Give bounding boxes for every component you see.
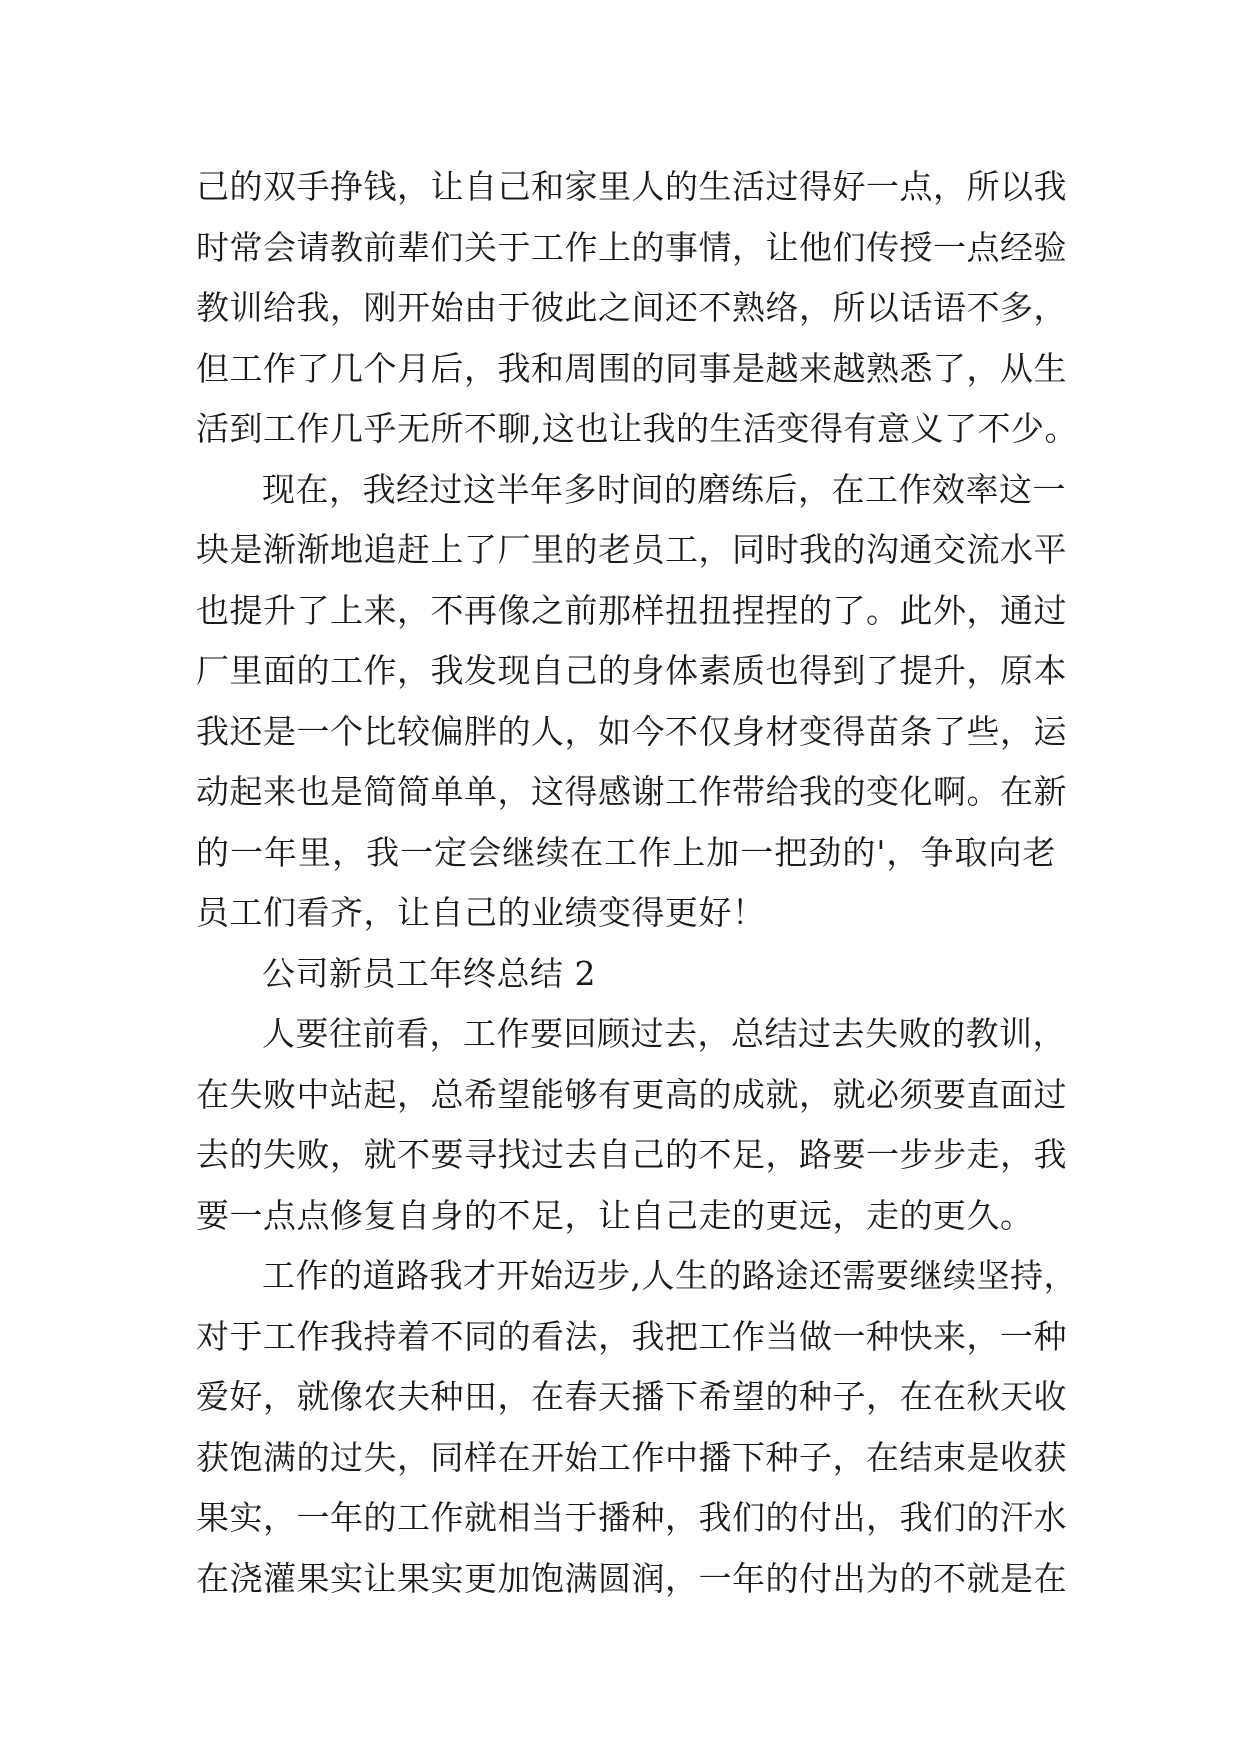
text-line: 员工们看齐，让自己的业绩变得更好！ [196, 893, 766, 932]
paragraph [196, 460, 1067, 944]
text-line: 人要往前看，工作要回顾过去，总结过去失败的教训， [262, 1014, 1066, 1053]
paragraph [196, 1246, 1077, 1609]
text-line: 的一年里，我一定会继续在工作上加一把劲的'，争取向老 [196, 832, 1056, 872]
text-line: 爱好，就像农夫种田，在春天播下希望的种子，在在秋天收 [196, 1377, 1067, 1416]
text-line: 现在，我经过这半年多时间的磨练后，在工作效率这一 [262, 469, 1066, 509]
text-line: 我还是一个比较偏胖的人，如今不仅身材变得苗条了些，运 [196, 711, 1067, 751]
text-line: 在失败中站起，总希望能够有更高的成就，就必须要直面过 [196, 1074, 1067, 1114]
text-line: 活到工作几乎无所不聊,这也让我的生活变得有意义了不少。 [196, 409, 1078, 448]
text-line: 对于工作我持着不同的看法，我把工作当做一种快来，一种 [196, 1316, 1067, 1356]
text-line: 获饱满的过失，同样在开始工作中播下种子，在结束是收获 [196, 1437, 1067, 1477]
text-line: 厂里面的工作，我发现自己的身体素质也得到了提升，原本 [196, 651, 1067, 690]
text-line: 时常会请教前辈们关于工作上的事情，让他们传授一点经验 [196, 227, 1067, 267]
heading-line: 公司新员工年终总结 2 [262, 953, 596, 993]
document-body [196, 157, 1078, 1609]
paragraph [196, 1004, 1067, 1246]
text-line: 要一点点修复自身的不足，让自己走的更远，走的更久。 [196, 1195, 1034, 1235]
text-line: 块是渐渐地追赶上了厂里的老员工，同时我的沟通交流水平 [196, 530, 1067, 569]
text-line: 但工作了几个月后，我和周围的同事是越来越熟悉了，从生 [196, 348, 1067, 388]
section-heading [196, 944, 1056, 1005]
text-line: 动起来也是简简单单，这得感谢工作带给我的变化啊。在新 [196, 772, 1067, 811]
text-line: 也提升了上来，不再像之前那样扭扭捏捏的了。此外，通过 [196, 590, 1067, 630]
text-line: 己的双手挣钱，让自己和家里人的生活过得好一点，所以我 [196, 167, 1067, 206]
text-line: 在浇灌果实让果实更加饱满圆润，一年的付出为的不就是在 [196, 1558, 1067, 1598]
paragraph [196, 157, 1078, 460]
text-line: 工作的道路我才开始迈步,人生的路途还需要继续坚持， [262, 1256, 1077, 1295]
text-line: 果实，一年的工作就相当于播种，我们的付出，我们的汗水 [196, 1498, 1067, 1537]
text-line: 教训给我，刚开始由于彼此之间还不熟络，所以话语不多， [196, 288, 1067, 327]
text-line: 去的失败，就不要寻找过去自己的不足，路要一步步走，我 [196, 1135, 1067, 1174]
